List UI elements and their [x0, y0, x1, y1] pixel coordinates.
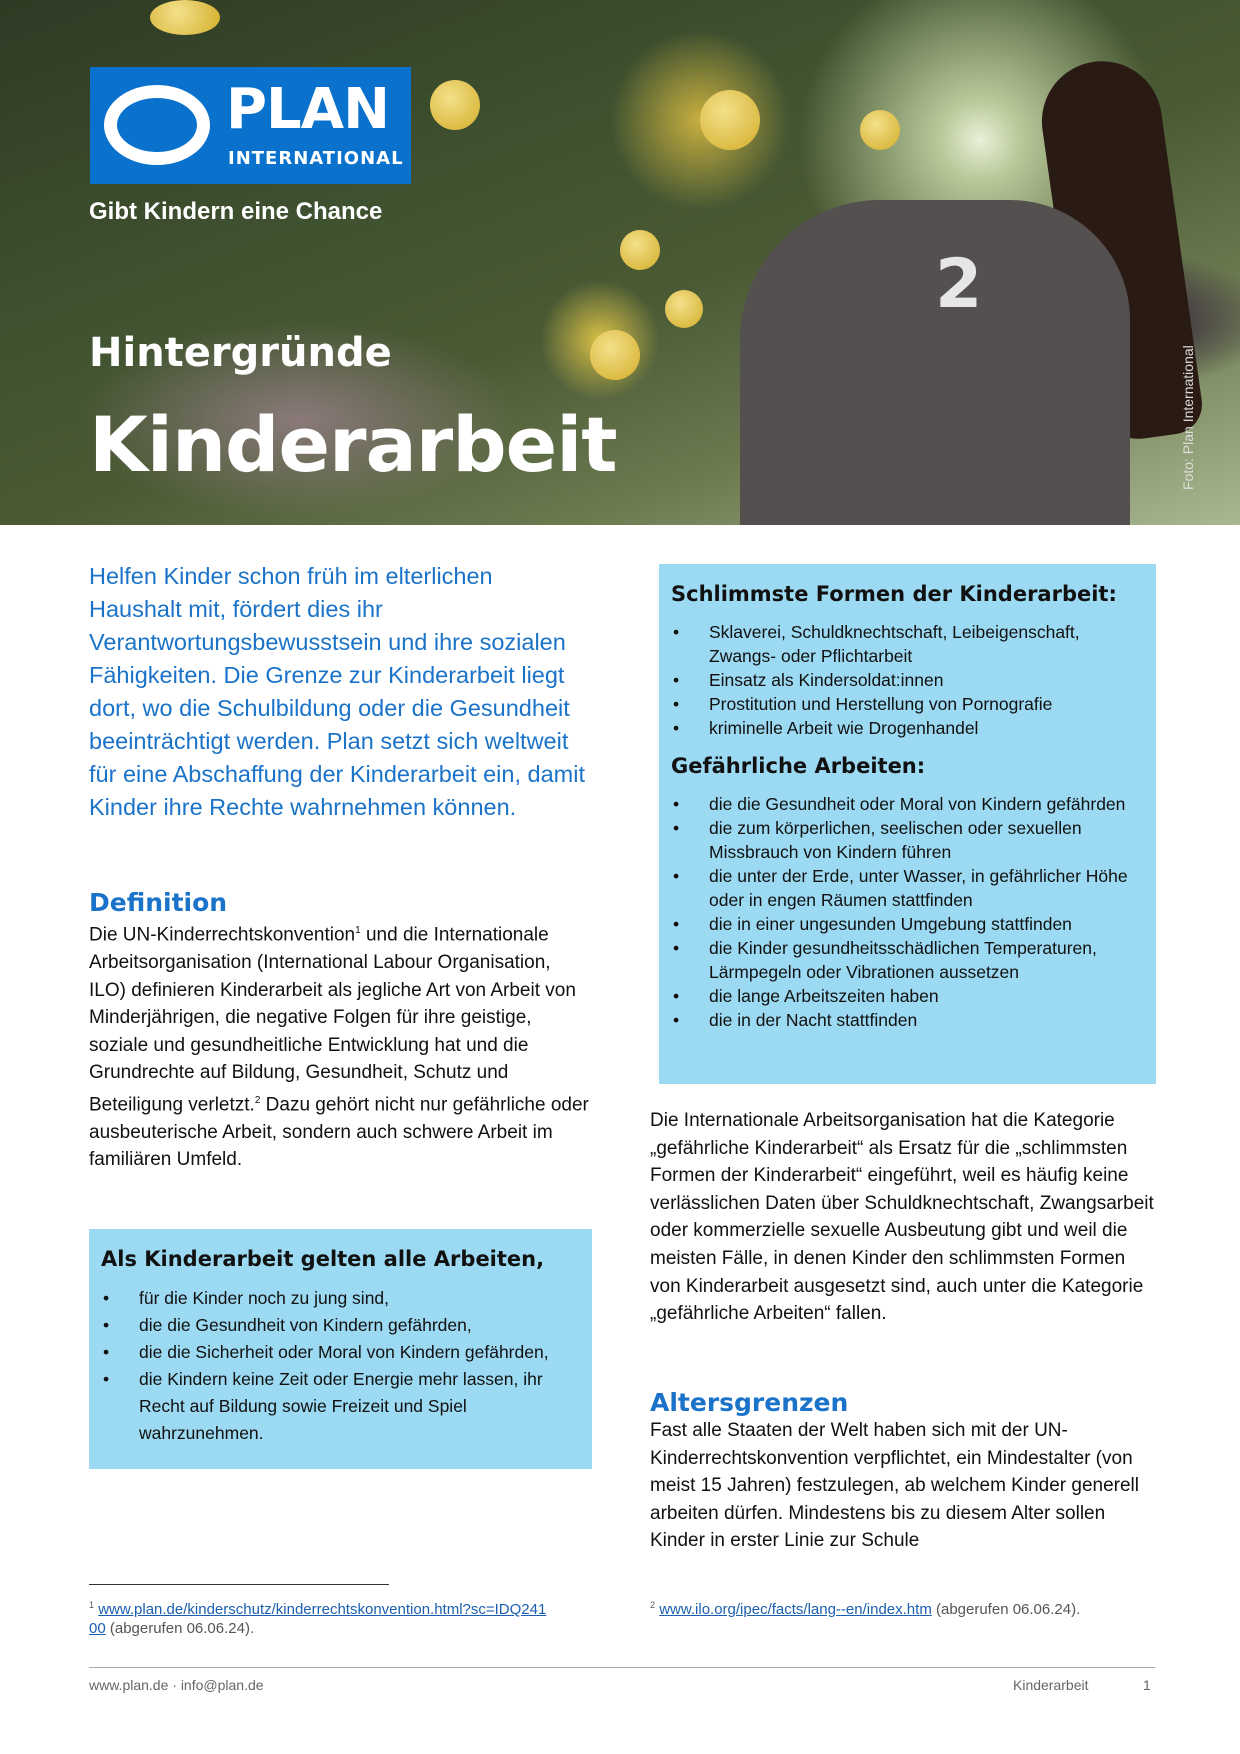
list-item: • die Kinder gesundheitsschädlichen Temperaturen, Lärmpegeln oder Vibrationen aussetzen [671, 936, 1144, 984]
plan-international-logo[interactable]: PLAN INTERNATIONAL [90, 67, 411, 184]
list-item: • Prostitution und Herstellung von Pornografie [671, 692, 1144, 716]
footnote-link[interactable]: www.ilo.org/ipec/facts/lang--en/index.htm [659, 1601, 932, 1618]
box-heading: Schlimmste Formen der Kinderarbeit: [671, 582, 1117, 606]
footnote-divider [89, 1584, 389, 1585]
list-item: • kriminelle Arbeit wie Drogenhandel [671, 716, 1144, 740]
tagline: Gibt Kindern eine Chance [89, 198, 383, 225]
worst-forms-box [659, 564, 1156, 1084]
list-item: • die die Sicherheit oder Moral von Kindern gefährden, [101, 1339, 580, 1366]
page-number: 1 [1143, 1677, 1151, 1693]
definition-text: Die UN-Kinderrechtskonvention$^1$ und die Internationale Arbeitsorganisation (International Labour Organisation, ILO) definieren Kinderarbeit als jegliche Art von Arbeit von Minderjährigen, die negative Folgen für ihre geistige, soziale und gesundheitliche Entwicklung hat und die Grundrechte auf Bildung, Gesundheit, Schutz und Beteiligung verletzt.$^2$ Dazu gehört nicht nur gefährliche oder ausbeuterische Arbeit, sondern auch schwere Arbeit im familiären Umfeld. [89, 924, 589, 1171]
list-item: • die Kindern keine Zeit oder Energie mehr lassen, ihr Recht auf Bildung sowie Freizeit und Spiel wahrzunehmen. [101, 1366, 580, 1447]
list-item: • Sklaverei, Schuldknechtschaft, Leibeigenschaft, Zwangs- oder Pflichtarbeit [671, 620, 1144, 668]
list-item: • die in einer ungesunden Umgebung stattfinden [671, 912, 1144, 936]
intro-text: Helfen Kinder schon früh im elterlichen Haushalt mit, fördert dies ihr Verantwortungsbewusstsein und ihre sozialen Fähigkeiten. Die Grenze zur Kinderarbeit liegt dort, wo die Schulbildung oder die Gesundheit beeinträchtigt werden. Plan setzt sich weltweit für eine Abschaffung der Kinderarbeit ein, damit Kinder ihre Rechte wahrnehmen können. [89, 563, 585, 820]
footer-divider [89, 1667, 1155, 1668]
box-heading: Als Kinderarbeit gelten alle Arbeiten, [101, 1247, 545, 1271]
footer-doc-title: Kinderarbeit [1013, 1677, 1089, 1693]
kicker: Hintergründe [89, 330, 392, 376]
footnote-1: $^1$ www.plan.de/kinderschutz/kinderrechtskonvention.html?sc=IDQ24100 (abgerufen 06.06.24). [89, 1600, 547, 1637]
footnote-link[interactable]: www.plan.de/kinderschutz/kinderrechtskonvention.html?sc=IDQ24100 [89, 1601, 547, 1637]
shirt-number: 2 [935, 245, 983, 324]
altersgrenzen-section [650, 1388, 1160, 1555]
footer-contact: www.plan.de · info@plan.de [89, 1677, 264, 1693]
definition-section [89, 888, 589, 1174]
altersgrenzen-text: Fast alle Staaten der Welt haben sich mit der UN-Kinderrechtskonvention verpflichtet, ein Mindestalter (von meist 15 Jahren) festzulegen, ab welchem Kinder generell arbeiten dürfen. Mindestens bis zu diesem Alter sollen Kinder in erster Linie zur Schule [650, 1420, 1139, 1552]
list-item: • die die Gesundheit oder Moral von Kindern gefährden [671, 792, 1144, 816]
hero-photo [0, 0, 1240, 525]
list-item: • Einsatz als Kindersoldat:innen [671, 668, 1144, 692]
list-item: • die die Gesundheit von Kindern gefährden, [101, 1312, 580, 1339]
ilo-paragraph: Die Internationale Arbeitsorganisation hat die Kategorie „gefährliche Kinderarbeit“ als Ersatz für die „schlimmsten Formen der Kinderarbeit“ eingeführt, weil es häufig keine verlässlichen Daten über Schuldknechtschaft, Zwangsarbeit oder kommerzielle sexuelle Ausbeutung gibt und weil die meisten Fälle, in denen Kinder den schlimmsten Formen von Kinderarbeit ausgesetzt sind, auch unter die Kategorie „gefährliche Arbeiten“ fallen. [650, 1110, 1154, 1325]
altersgrenzen-heading: Altersgrenzen [650, 1388, 849, 1417]
page-title: Kinderarbeit [89, 400, 617, 489]
definition-heading: Definition [89, 888, 228, 917]
list-item: • für die Kinder noch zu jung sind, [101, 1285, 580, 1312]
list-item: • die unter der Erde, unter Wasser, in gefährlicher Höhe oder in engen Räumen stattfinden [671, 864, 1144, 912]
photo-credit: Foto: Plan International [1180, 345, 1196, 490]
list-item: • die in der Nacht stattfinden [671, 1008, 1144, 1032]
child-labour-criteria-box [89, 1229, 592, 1469]
box-heading: Gefährliche Arbeiten: [671, 754, 926, 778]
list-item: • die lange Arbeitszeiten haben [671, 984, 1144, 1008]
footnote-2: $^2$ www.ilo.org/ipec/facts/lang--en/index.htm (abgerufen 06.06.24). [650, 1600, 1081, 1618]
list-item: • die zum körperlichen, seelischen oder sexuellen Missbrauch von Kindern führen [671, 816, 1144, 864]
child-logo-icon [104, 85, 210, 165]
